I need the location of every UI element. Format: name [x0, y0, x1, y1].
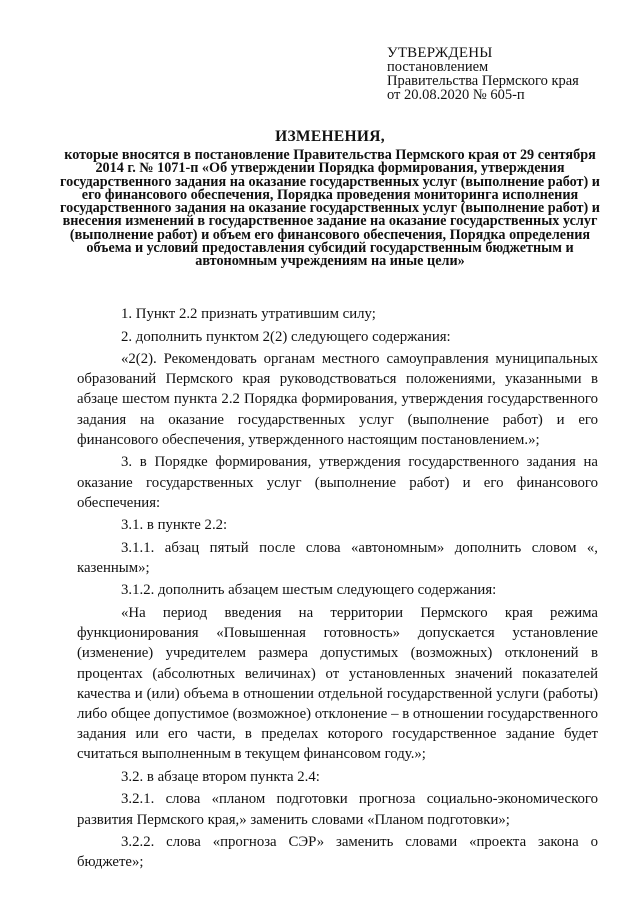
approval-block — [387, 46, 617, 102]
body-paragraph: 3.2. в абзаце втором пункта 2.4: — [121, 768, 320, 785]
body-paragraph: 3.2.1. слова «планом подготовки прогноза социально-экономического развития Пермского края,» заменить словами «Планом подготовки»; — [77, 791, 598, 828]
body-paragraph: 3.2.2. слова «прогноза СЭР» заменить словами «проекта закона о бюджете»; — [77, 834, 598, 871]
body-paragraph: 3.1.1. абзац пятый после слова «автономным» дополнить словом «, казенным»; — [77, 539, 598, 576]
body-paragraph: «2(2). Рекомендовать органам местного самоуправления муниципальных образований Пермского края руководствоваться положениями, указанными в абзаце шестом пункта 2.2 Порядка формирования, утверждения государственного задания на оказание государственных услуг (выполнение работ) и его финансового обеспечения, утвержденного настоящим постановлением.»; — [77, 351, 598, 448]
approval-resolution-label: постановлением — [387, 59, 489, 75]
body-paragraph: 3. в Порядке формирования, утверждения государственного задания на оказание государственных услуг (выполнение работ) и его финансового обеспечения: — [77, 454, 598, 511]
body-paragraph: 2. дополнить пунктом 2(2) следующего содержания: — [121, 328, 451, 345]
document-title: ИЗМЕНЕНИЯ, — [275, 128, 385, 145]
approval-date-number: от 20.08.2020 № 605-п — [387, 87, 525, 103]
approval-heading: УТВЕРЖДЕНЫ — [387, 45, 493, 61]
body-paragraph: «На период введения на территории Пермского края режима функционирования «Повышенная готовность» допускается установление (изменение) учредителем размера допустимых (возможных) отклонений в процентах (абсолютных величинах) от установленных значений показателей качества и (или) объема в отношении отдельной государственной услуги (работы) либо общее допустимое (возможное) отклонение – в отношении государственного задания или его части, в пределах которого государственное задание будет считаться выполненным в текущем финансовом году.»; — [77, 604, 598, 763]
document-body — [77, 304, 598, 872]
approval-authority: Правительства Пермского края — [387, 73, 579, 89]
document-subtitle: которые вносятся в постановление Правительства Пермского края от 29 сентября 2014 г. № 1071-п «Об утверждении Порядка формирования, утверждения государственного задания на оказание государственных услуг (выполнение работ) и его финансового обеспечения, Порядка проведения мониторинга исполнения государственного задания на оказание государственных услуг (выполнение работ) и внесения изменений в государственное задание на оказание государственных услуг (выполнение работ) и объем его финансового обеспечения, Порядка определения объема и условий предоставления субсидий государственным бюджетным и автономным учреждениям на иные цели» — [60, 147, 600, 270]
body-paragraph: 1. Пункт 2.2 признать утратившим силу; — [121, 306, 376, 322]
body-paragraph: 3.1.2. дополнить абзацем шестым следующего содержания: — [121, 582, 497, 599]
body-paragraph: 3.1. в пункте 2.2: — [121, 517, 228, 534]
